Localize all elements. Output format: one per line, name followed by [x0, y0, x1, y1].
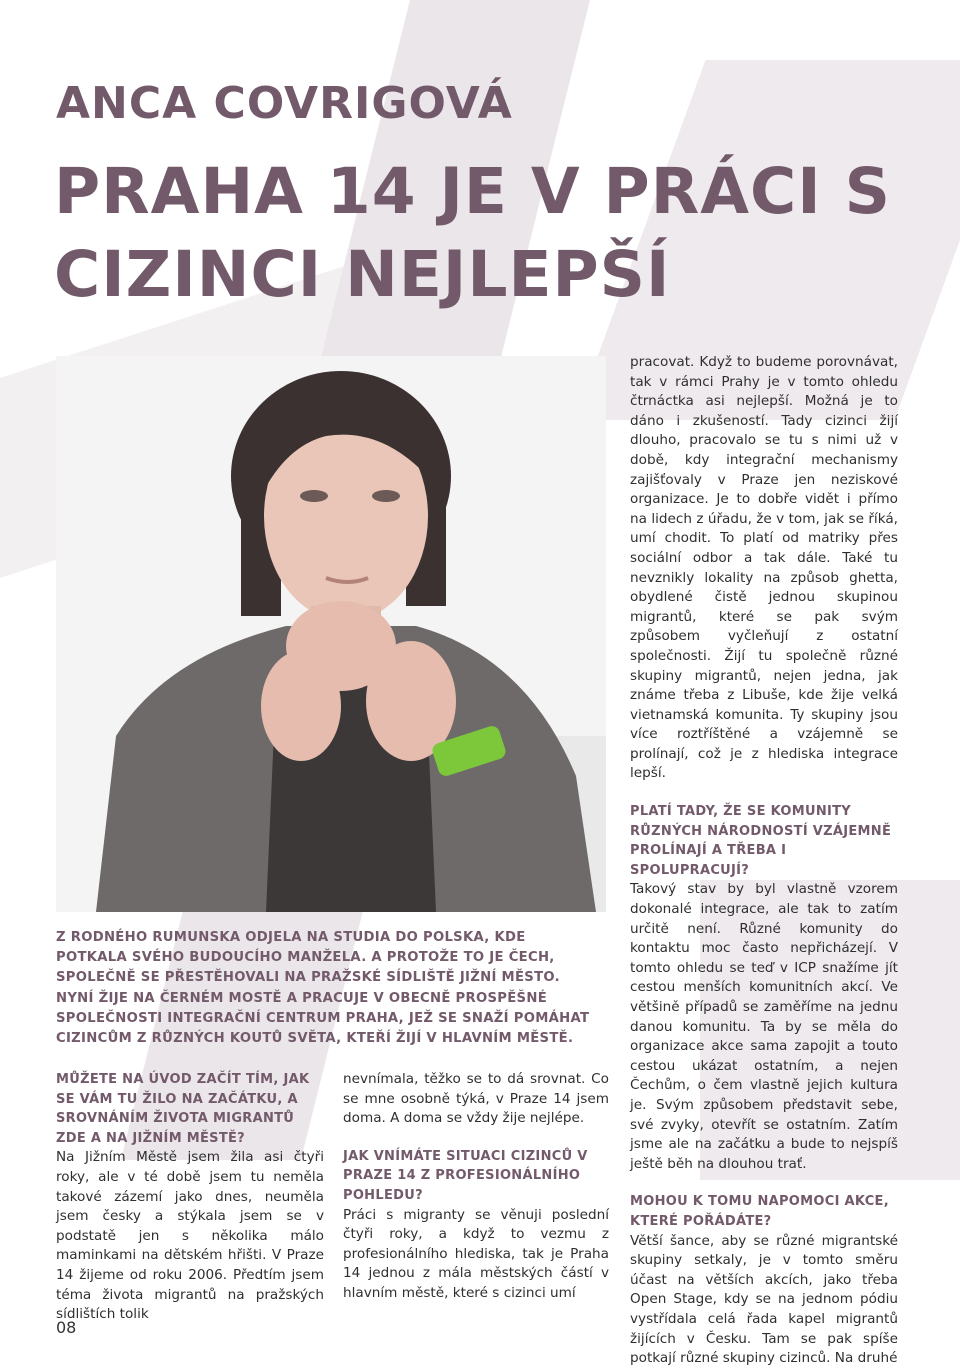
- portrait-photo: [56, 356, 606, 912]
- interview-answer: pracovat. Když to budeme porovnávat, tak v rámci Prahy je v tomto ohledu čtrnáctka asi nejlepší. Možná je to dáno i zkušeností. Tady cizinci žijí dlouho, pracovalo se tu s nimi už v době, kdy integrační mechanismy zajišťovaly v Praze jen neziskové organizace. Je to dobře vidět i přímo na lidech z úřadu, že v tom, jak se říká, umí chodit. To platí od matriky přes sociální odbor a tak dále. Také tu nevznikly lokality na způsob ghetta, obydlené čistě jednou skupinou migrantů, které se pak svým způsobem vyčleňují z ostatní společnosti. Žijí tu společně různé skupiny migrantů, nejen jedna, jak známe třeba z Libuše, kde žije velká vietnamská komunita. Ty skupiny jsou více roztříštěné a vzájemně se prolínají, což je z hlediska integrace lepší.: [630, 354, 898, 782]
- interview-answer: Práci s migranty se věnuji poslední čtyři roky, a když to vezmu z profesionálního hlediska, tak je Praha 14 jednou z mála městských částí v hlavním městě, které s cizinci umí: [343, 1206, 609, 1301]
- interview-answer: Větší šance, aby se různé migrantské skupiny setkaly, je v tomto směru účast na větších akcích, jako třeba Open Stage, kdy se na jednom pódiu vystřídala celá řada kapel migrantů žijících v Česku. Tam se pak spíše potkají různé skupiny cizinců. Na druhé: [630, 1232, 898, 1367]
- interviewee-name: ANCA COVRIGOVÁ: [56, 78, 513, 129]
- interview-answer: Na Jižním Městě jsem žila asi čtyři roky, ale v té době jsem tu neměla takové zázemí jako dnes, neuměla jsem česky a stýkala jsem se v podstatě jen s několika málo maminkami na dětském hřišti. V Praze 14 žijeme od roku 2006. Předtím jsem téma života migrantů na pražských sídlištích tolik: [56, 1149, 324, 1323]
- text-column-3: [630, 353, 898, 1369]
- interview-question: JAK VNÍMÁTE SITUACI CIZINCŮ V PRAZE 14 Z PROFESIONÁLNÍHO POHLEDU?: [343, 1148, 588, 1203]
- interview-question: MOHOU K TOMU NAPOMOCI AKCE, KTERÉ POŘÁDÁTE?: [630, 1194, 889, 1229]
- article-headline: PRAHA 14 JE V PRÁCI S CIZINCI NEJLEPŠÍ: [54, 155, 891, 311]
- interview-question: MŮŽETE NA ÚVOD ZAČÍT TÍM, JAK SE VÁM TU ŽILO NA ZAČÁTKU, A SROVNÁNÍM ŽIVOTA MIGRANTŮ ZDE A NA JIŽNÍM MĚSTĚ?: [56, 1072, 310, 1146]
- text-column-1: [56, 1070, 324, 1325]
- text-column-2: [343, 1070, 609, 1304]
- interview-question: PLATÍ TADY, ŽE SE KOMUNITY RŮZNÝCH NÁRODNOSTÍ VZÁJEMNĚ PROLÍNAJÍ A TŘEBA I SPOLUPRACUJÍ?: [630, 804, 892, 878]
- interview-answer: Takový stav by byl vlastně vzorem dokonalé integrace, ale tak to zatím určitě není. Různé komunity do kontaktu moc často nepřicházejí. V tomto ohledu se teď v ICP snažíme jít cestou menších komunitních akcí. Ve většině případů se zaměříme na jednu danou komunitu. Ta by se měla do organizace akce sama zapojit a touto cestou ukázat ostatním, a nejen Čechům, o čem vlastně jejich kultura je. Svým způsobem představit sebe, své zvyky, otevřít se ostatním. Zatím jsme ale na začátku a bude to nejspíš ještě běh na dlouhou trať.: [630, 881, 898, 1172]
- page-number: 08: [56, 1318, 77, 1337]
- interview-answer: nevnímala, těžko se to dá srovnat. Co se mne osobně týká, v Praze 14 jsem doma. A doma se vždy žije nejlépe.: [343, 1071, 609, 1127]
- article-lead: Z RODNÉHO RUMUNSKA ODJELA NA STUDIA DO POLSKA, KDE POTKALA SVÉHO BUDOUCÍHO MANŽELA. A PROTOŽE TO JE ČECH, SPOLEČNĚ SE PŘESTĚHOVALI NA PRAŽSKÉ SÍDLIŠTĚ JIŽNÍ MĚSTO. NYNÍ ŽIJE NA ČERNÉM MOSTĚ A PRACUJE V OBECNĚ PROSPĚŠNÉ SPOLEČNOSTI INTEGRAČNÍ CENTRUM PRAHA, JEŽ SE SNAŽÍ POMÁHAT CIZINCŮM Z RŮZNÝCH KOUTŮ SVĚTA, KTEŘÍ ŽIJÍ V HLAVNÍM MĚSTĚ.: [56, 930, 590, 1047]
